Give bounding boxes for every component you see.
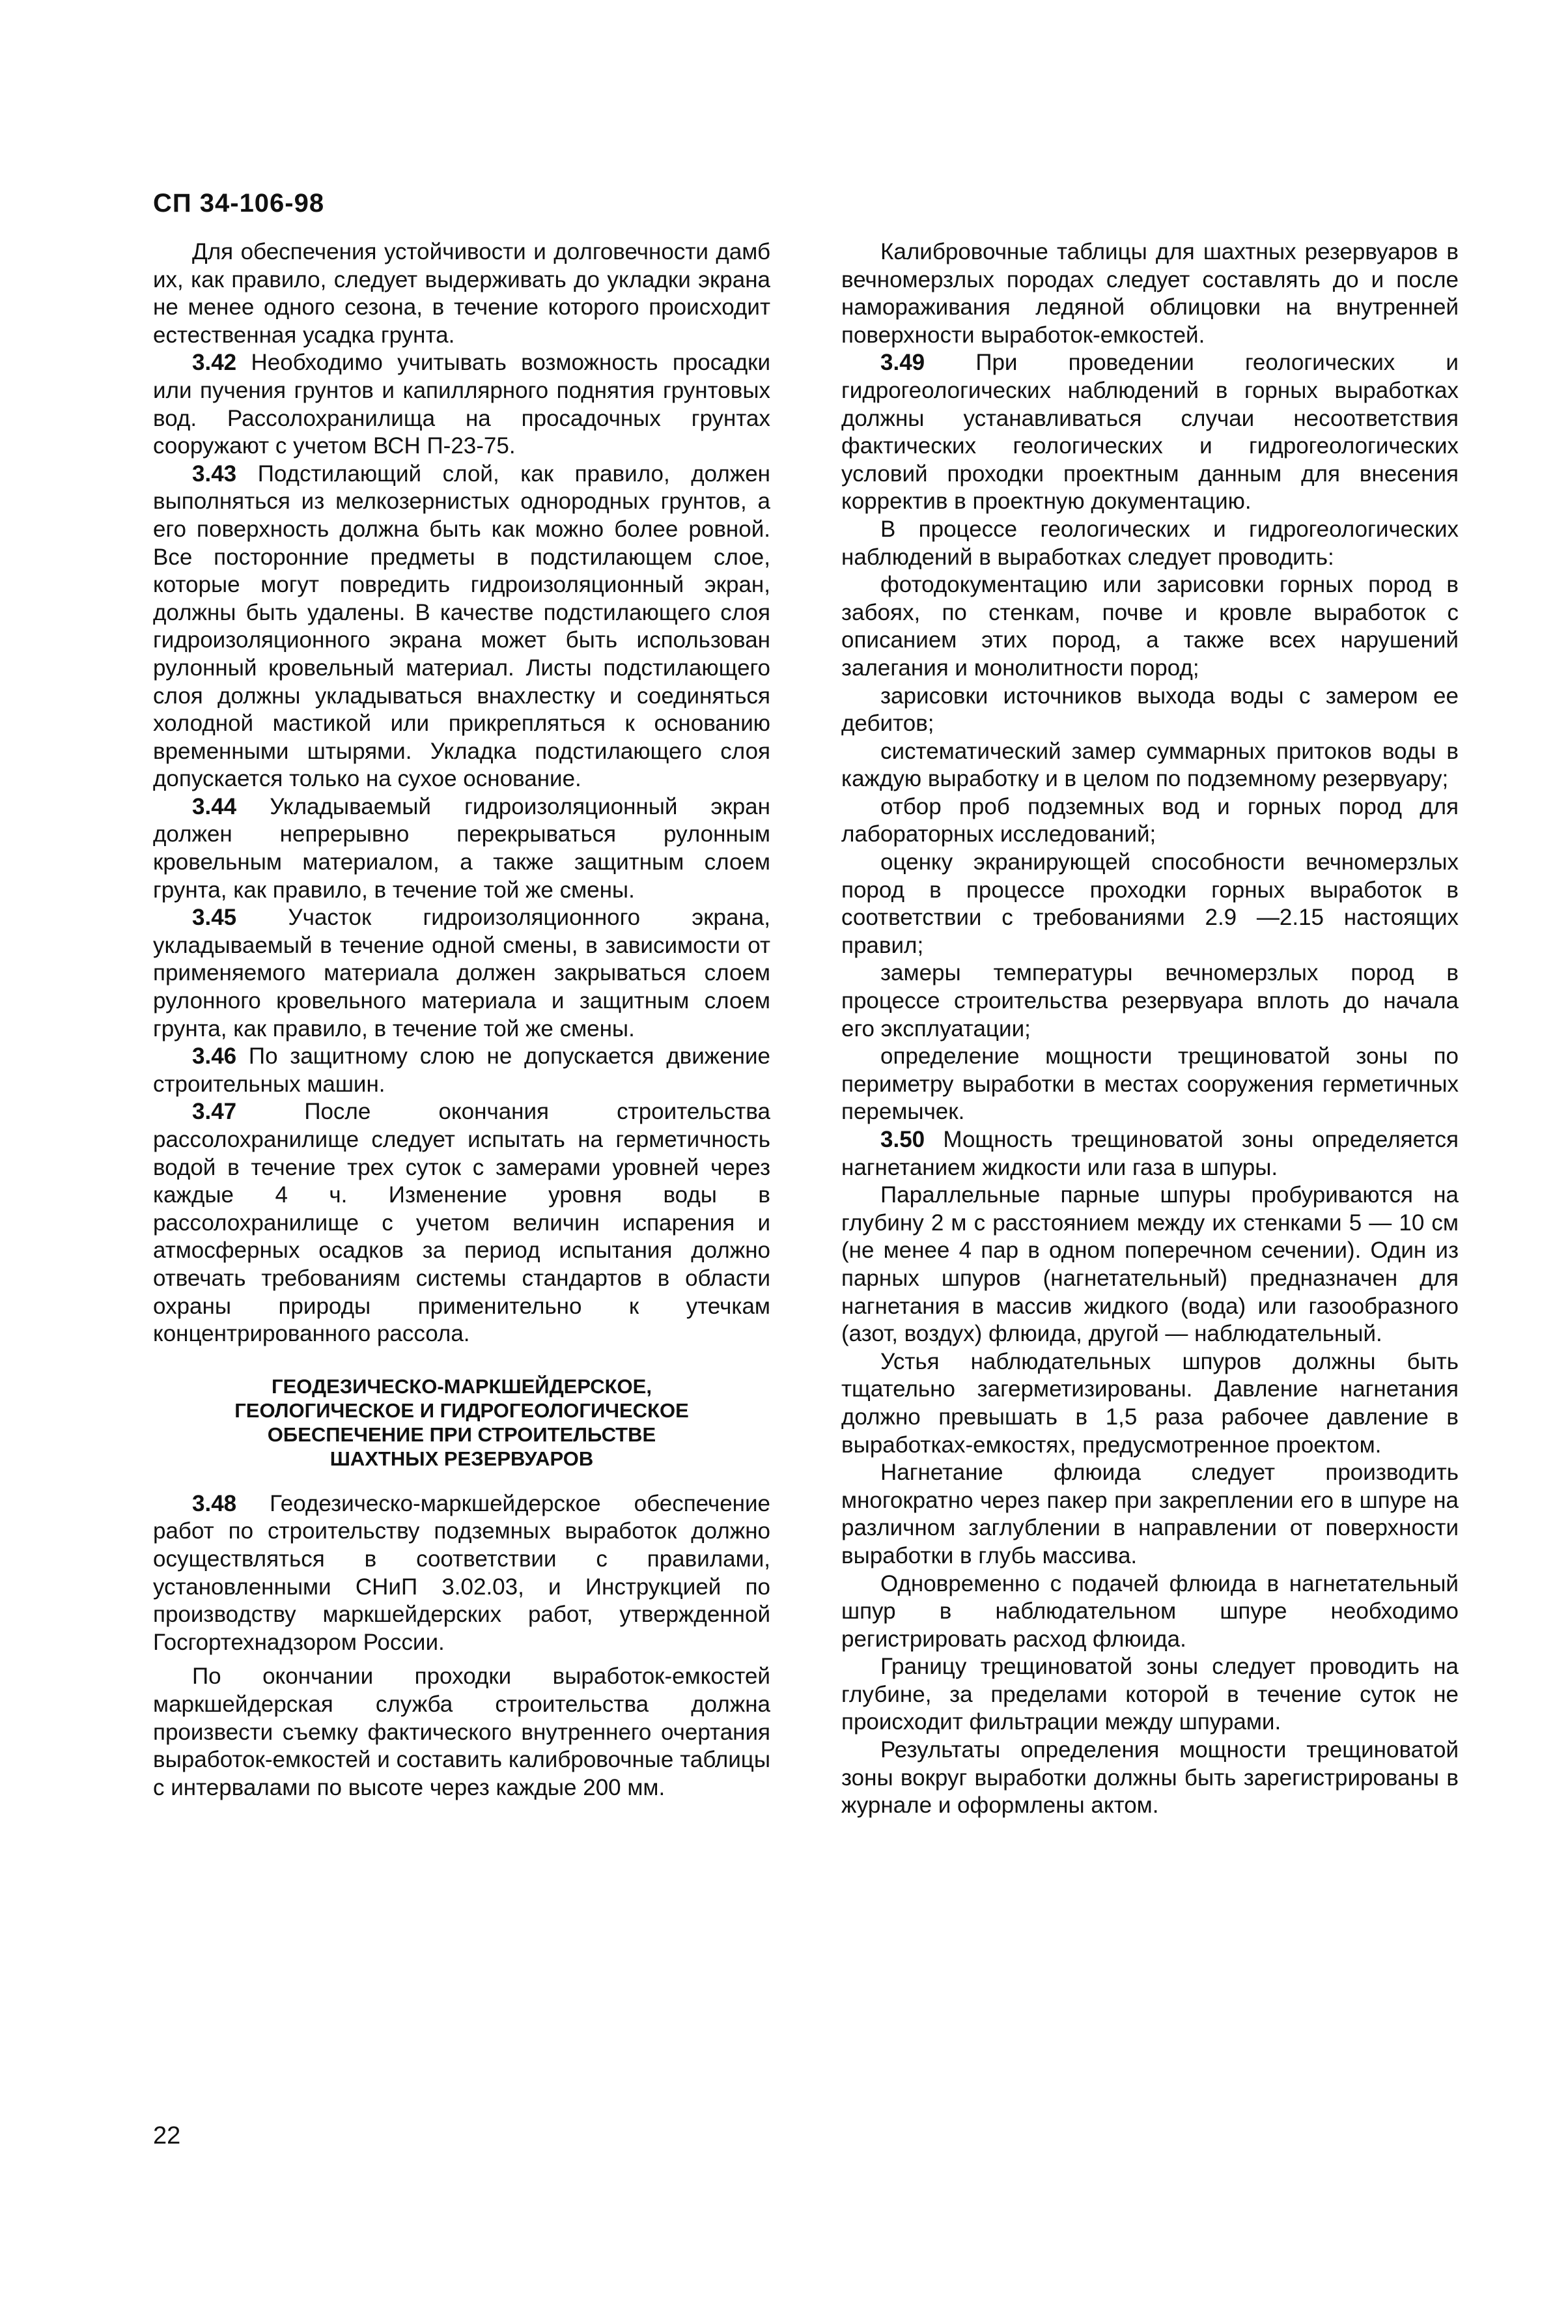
- clause-3-49: [841, 349, 1459, 516]
- clause-text: Необходимо учитывать возможность просадки или пучения грунтов и капиллярного поднятия грунтовых вод. Рассолохранилища на просадочных грунтах сооружают с учетом ВСН П-23-75.: [153, 350, 770, 459]
- list-item: зарисовки источников выхода воды с замером ее дебитов;: [841, 683, 1459, 737]
- observation-list: [841, 571, 1459, 1126]
- clause-text: Геодезическо-маркшейдерское обеспечение работ по строительству подземных выработок должно осуществляться в соответствии с правилами, установленными СНиП 3.02.03, и Инструкцией по производству маркшейдерских работ, утвержденной Госгортехнадзором России.: [153, 1490, 770, 1655]
- section-heading-line: ОБЕСПЕЧЕНИЕ ПРИ СТРОИТЕЛЬСТВЕ: [267, 1423, 656, 1446]
- paragraph: Нагнетание флюида следует производить многократно через пакер при закреплении его в шпуре на различном заглублении в направлении от поверхности выработки в глубь массива.: [841, 1460, 1459, 1568]
- paragraph: По окончании проходки выработок-емкостей маркшейдерская служба строительства должна произвести съемку фактического внутреннего очертания выработок-емкостей и составить калибровочные таблицы с интервалами по высоте через каждые 200 мм.: [153, 1664, 770, 1800]
- clause-3-44: [153, 793, 770, 904]
- list-item: отбор проб подземных вод и горных пород для лабораторных исследований;: [841, 793, 1459, 847]
- clause-text: По защитному слою не допускается движение строительных машин.: [153, 1043, 770, 1097]
- list-item: оценку экранирующей способности вечномерзлых пород в процессе проходки горных выработок в соответствии с требованиями 2.9 —2.15 настоящих правил;: [841, 849, 1459, 958]
- list-item: фотодокументацию или зарисовки горных пород в забоях, по стенкам, почве и кровле выработок с описанием этих пород, а также всех нарушений залегания и монолитности пород;: [841, 572, 1459, 681]
- right-column: [841, 238, 1459, 1820]
- clause-text: Участок гидроизоляционного экрана, укладываемый в течение одной смены, в зависимости от применяемого материала должен закрываться слоем рулонного кровельного материала и защитным слоем грунта, как правило, в течение той же смены.: [153, 905, 771, 1042]
- paragraph: Устья наблюдательных шпуров должны быть тщательно загерметизированы. Давление нагнетания должно превышать в 1,5 раза рабочее давление в выработках-емкостях, предусмотренное проектом.: [841, 1348, 1459, 1458]
- page-number: 22: [153, 2122, 181, 2149]
- paragraph: В процессе геологических и гидрогеологических наблюдений в выработках следует проводить:: [841, 516, 1459, 570]
- left-column: [153, 238, 770, 1802]
- clause-3-50: [841, 1126, 1459, 1182]
- clause-3-46: [153, 1043, 770, 1098]
- section-heading-line: ГЕОЛОГИЧЕСКОЕ И ГИДРОГЕОЛОГИЧЕСКОЕ: [234, 1398, 689, 1422]
- clause-number: 3.47: [192, 1099, 237, 1125]
- paragraph: Результаты определения мощности трещиноватой зоны вокруг выработки должны быть зарегистрированы в журнале и оформлены актом.: [841, 1737, 1459, 1819]
- section-heading-line: ГЕОДЕЗИЧЕСКО-МАРКШЕЙДЕРСКОЕ,: [272, 1374, 652, 1398]
- clause-number: 3.45: [192, 905, 237, 931]
- clause-number: 3.43: [192, 461, 237, 487]
- paragraph: Параллельные парные шпуры пробуриваются на глубину 2 м с расстоянием между их стенками 5 — 10 см (не менее 4 пар в одном поперечном сечении). Один из парных шпуров (нагнетательный) предназначен для нагнетания в массив жидкого (вода) или газообразного (азот, воздух) флюида, другой — наблюдательный.: [841, 1182, 1459, 1347]
- clause-number: 3.46: [192, 1043, 237, 1070]
- list-item: систематический замер суммарных притоков воды в каждую выработку и в целом по подземному резервуару;: [841, 738, 1459, 792]
- clause-number: 3.49: [880, 350, 925, 376]
- list-item: замеры температуры вечномерзлых пород в процессе строительства резервуара вплоть до начала его эксплуатации;: [841, 960, 1459, 1042]
- paragraph: Одновременно с подачей флюида в нагнетательный шпур в наблюдательном шпуре необходимо регистрировать расход флюида.: [841, 1570, 1459, 1652]
- document-code-header: СП 34-106-98: [153, 189, 325, 218]
- clause-number: 3.50: [880, 1127, 925, 1152]
- clause-text: Укладываемый гидроизоляционный экран должен непрерывно перекрываться рулонным кровельным материалом, а также защитным слоем грунта, как правило, в течение той же смены.: [153, 793, 770, 903]
- clause-text: После окончания строительства рассолохранилище следует испытать на герметичность водой в течение трех суток с замерами уровней через каждые 4 ч. Изменение уровня воды в рассолохранилище с учетом величин испарения и атмосферных осадков за период испытания должно отвечать требованиям системы стандартов в области охраны природы применительно к утечкам концентрированного рассола.: [153, 1099, 770, 1347]
- clause-number: 3.48: [192, 1490, 237, 1516]
- paragraph: Для обеспечения устойчивости и долговечности дамб их, как правило, следует выдерживать до укладки экрана не менее одного сезона, в течение которого происходит естественная усадка грунта.: [153, 239, 770, 348]
- section-heading-line: ШАХТНЫХ РЕЗЕРВУАРОВ: [329, 1447, 594, 1470]
- clause-text: Подстилающий слой, как правило, должен выполняться из мелкозернистых однородных грунтов, а его поверхность должна быть как можно более ровной. Все посторонние предметы в подстилающем слое, которые могут повредить гидроизоляционный экран, должны быть удалены. В качестве подстилающего слоя гидроизоляционного экрана может быть использован рулонный кровельный материал. Листы подстилающего слоя должны укладываться внахлестку и соединяться холодной мастикой или прикрепляться к основанию временными штырями. Укладка подстилающего слоя допускается только на сухое основание.: [153, 461, 770, 792]
- list-item: определение мощности трещиноватой зоны по периметру выработки в местах сооружения герметичных перемычек.: [841, 1043, 1459, 1125]
- clause-3-48: [153, 1490, 770, 1657]
- clause-number: 3.42: [192, 350, 237, 376]
- paragraph: Калибровочные таблицы для шахтных резервуаров в вечномерзлых породах следует составлять до и после намораживания ледяной облицовки на внутренней поверхности выработок-емкостей.: [841, 239, 1459, 348]
- clause-3-47: [153, 1098, 770, 1348]
- clause-3-42: [153, 349, 770, 460]
- clause-3-45: [153, 904, 770, 1043]
- clause-3-43: [153, 461, 770, 793]
- section-heading: [153, 1374, 770, 1471]
- clause-number: 3.44: [192, 793, 237, 819]
- clause-text: Мощность трещиноватой зоны определяется нагнетанием жидкости или газа в шпуры.: [841, 1127, 1459, 1180]
- paragraph: Границу трещиноватой зоны следует проводить на глубине, за пределами которой в течение суток не происходит фильтрации между шпурами.: [841, 1654, 1459, 1735]
- clause-text: При проведении геологических и гидрогеологических наблюдений в горных выработках должны устанавливаться случаи несоответствия фактических геологических и гидрогеологических условий проходки проектным данным для внесения корректив в проектную документацию.: [841, 350, 1459, 515]
